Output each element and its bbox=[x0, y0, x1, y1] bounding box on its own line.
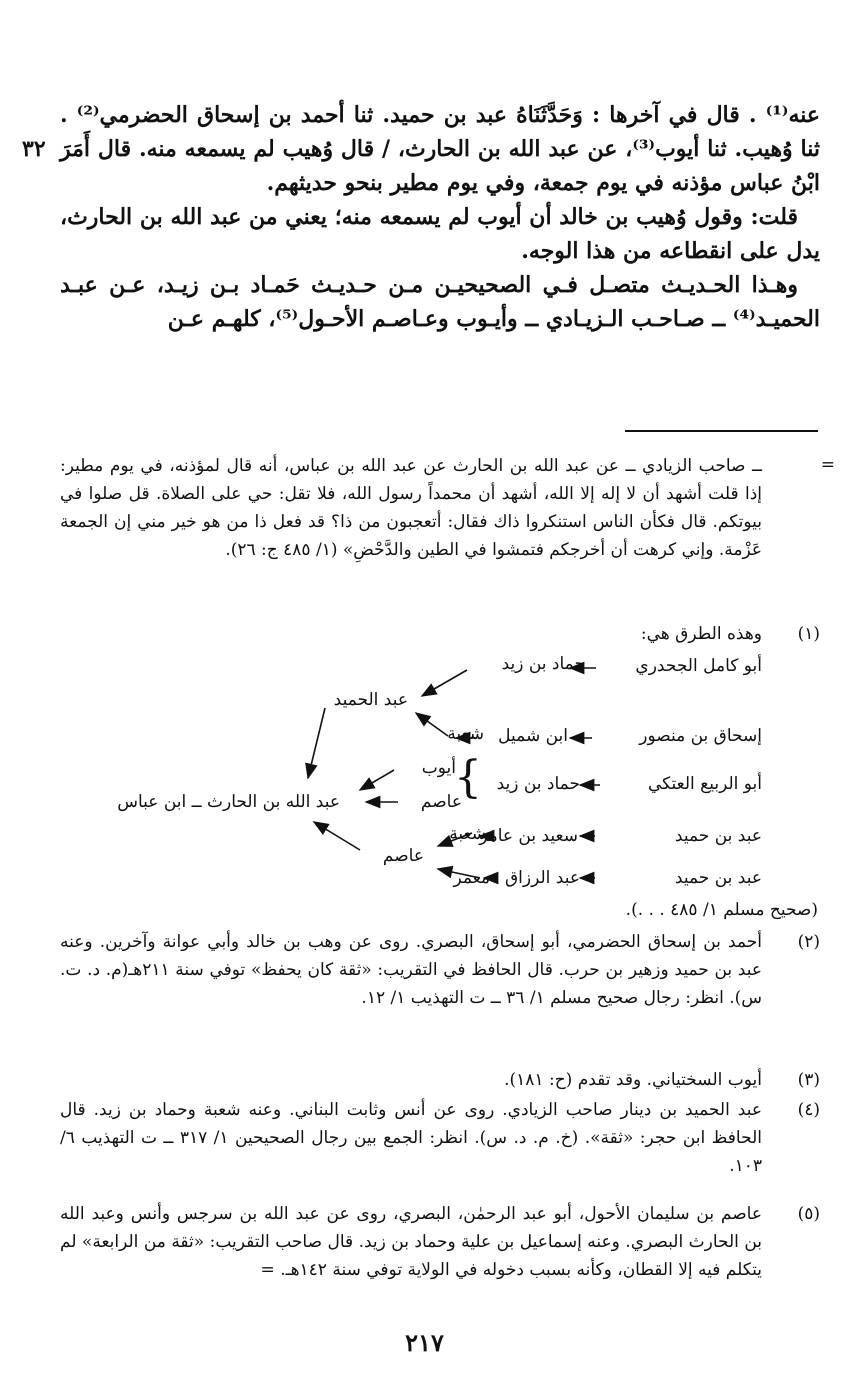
node-shuba-1: شعبة bbox=[447, 724, 484, 744]
footnote-1-source-text: (صحيح مسلم ١/ ٤٨٥ . . .). bbox=[625, 900, 818, 920]
footnote-continuation-text: ــ صاحب الزيادي ــ عن عبد الله بن الحارث عن عبد الله بن عباس، أنه قال لمؤذنه، في يوم مطير: إذا قلت أشهد أن لا إله إلا الله، أشهد أن محمداً رسول الله، فلا تقل: حي على الصلاة. قل صلوا في بيوتكم. قال فكأن الناس استنكروا ذاك فقال: أتعجبون من ذا؟ قد فعل ذا من هو خير مني إن الجمعة عَزْمة. وإني كرهت أن أخرجكم فتمشوا في الطين والدَّحْضِ» (١/ ٤٨٥ ج: ٢٦). bbox=[60, 456, 762, 560]
footnote-5-text: عاصم بن سليمان الأحول، أبو عبد الرحمٰن، البصري، روى عن عبد الله بن سرجس وأنس وعبد الله بن الحارث البصري. وعنه إسماعيل بن علية وحماد بن زيد. قال صاحب التقريب: «ثقة من الرابعة» لم يتكلم فيه إلا القطان، وكأنه بسبب دخوله في الولاية توفي سنة ١٤٢هـ. = bbox=[60, 1204, 762, 1280]
isnad-diagram bbox=[60, 648, 820, 896]
node-abd-al-razzaq: عبد الرزاق bbox=[504, 868, 580, 888]
node-asim-1: عاصم bbox=[420, 792, 462, 812]
footnote-5 bbox=[60, 1200, 818, 1284]
arrow-shuba-abdhamid bbox=[416, 713, 448, 736]
node-abd-al-hamid: عبد الحميد bbox=[333, 690, 408, 710]
node-abu-kamil: أبو كامل الجحدري bbox=[635, 656, 762, 676]
footnote-4-number: (٤) bbox=[797, 1100, 820, 1120]
main-paragraph-1: عنه⁽¹⁾ . قال في آخرها : وَحَدَّثَنَاهُ عبد بن حميد. ثنا أحمد بن إسحاق الحضرمي⁽²⁾ . ثنا وُهيب. ثنا أيوب⁽³⁾، عن عبد الله بن الحارث، / قال وُهيب لم يسمعه منه. قال أَمَرَ ابْنُ عباس مؤذنه في يوم جمعة، وفي يوم مطير بنحو حديثهم. bbox=[60, 102, 821, 196]
node-abd-ibn-humaid-2: عبد بن حميد bbox=[674, 868, 762, 888]
page-number: ٢١٧ bbox=[405, 1328, 444, 1357]
footnote-4-text: عبد الحميد بن دينار صاحب الزيادي. روى عن أنس وثابت البناني. وعنه شعبة وحماد بن زيد. قال الحافظ ابن حجر: «ثقة». (خ. م. د. س). انظر: الجمع بين رجال الصحيحين ١/ ٣١٧ ــ ت التهذيب ٦/ ١٠٣. bbox=[60, 1100, 762, 1176]
continuation-mark: = bbox=[820, 455, 835, 475]
footnote-2-text: أحمد بن إسحاق الحضرمي، أبو إسحاق، البصري. روى عن وهب بن خالد وأبي عوانة وآخرين. وعنه عبد بن حميد وزهير بن حرب. قال الحافظ في التقريب: «ثقة كان يحفظ» توفي سنة ٢١١هـ(م. د. ت. س). انظر: رجال صحيح مسلم ١/ ٣٦ ــ ت التهذيب ١/ ١٢. bbox=[60, 932, 762, 1008]
node-shuba-2: شعبة bbox=[449, 824, 486, 844]
footnote-2 bbox=[60, 928, 818, 1012]
footnote-continuation bbox=[60, 452, 818, 564]
node-hammad-2: حماد بن زيد bbox=[496, 774, 580, 794]
footnote-2-number: (٢) bbox=[797, 932, 820, 952]
footnote-1-number: (١) bbox=[797, 624, 820, 644]
node-ishaq: إسحاق بن منصور bbox=[639, 726, 762, 746]
footnote-1-intro: وهذه الطرق هي: bbox=[640, 624, 762, 644]
node-hammad-1: حماد بن زيد bbox=[501, 654, 585, 674]
footnote-3-number: (٣) bbox=[797, 1070, 820, 1090]
node-ayyub: أيوب bbox=[421, 758, 456, 778]
brace: { bbox=[454, 752, 482, 803]
node-abd-ibn-humaid-1: عبد بن حميد bbox=[674, 826, 762, 846]
arrow-abdhamid-abdallah bbox=[308, 708, 325, 778]
main-paragraph-3: وهـذا الحـديـث متصـل فـي الصحيحيـن مـن حـديـث حَمـاد بـن زيـد، عـن عبـد الحميـد⁽⁴⁾ ــ صـاحـب الـزيـادي ــ وأيـوب وعـاصـم الأحـول⁽⁵⁾، كلهـم عـن bbox=[60, 272, 820, 332]
arrow-asim-abdallah-2 bbox=[314, 822, 360, 850]
footnote-3-text: أيوب السختياني. وقد تقدم (ح: ١٨١). bbox=[504, 1070, 762, 1090]
node-mamar: معمر bbox=[453, 868, 490, 888]
footnote-4 bbox=[60, 1096, 818, 1180]
footnote-3 bbox=[60, 1066, 818, 1094]
main-text bbox=[60, 98, 820, 336]
footnote-1-source bbox=[60, 896, 818, 924]
node-ibn-shumail: ابن شميل bbox=[498, 726, 568, 746]
footnote-1 bbox=[60, 620, 818, 648]
margin-page-reference: ٣٢ bbox=[22, 136, 46, 162]
node-abdallah-ibn-al-harith: عبد الله بن الحارث ــ ابن عباس bbox=[117, 792, 340, 812]
arrow-hammad-abdhamid bbox=[422, 670, 467, 696]
node-said-ibn-amir: سعيد بن عامر bbox=[479, 826, 578, 846]
arrow-ayyub-abdallah bbox=[360, 770, 394, 790]
node-abu-al-rabi: أبو الربيع العتكي bbox=[647, 774, 762, 794]
footnote-5-number: (٥) bbox=[797, 1204, 820, 1224]
main-paragraph-2: قلت: وقول وُهيب بن خالد أن أيوب لم يسمعه منه؛ يعني من عبد الله بن الحارث، يدل على انقطاعه من هذا الوجه. bbox=[60, 204, 820, 264]
node-asim-2: عاصم bbox=[382, 846, 424, 866]
footnote-separator bbox=[625, 430, 818, 432]
